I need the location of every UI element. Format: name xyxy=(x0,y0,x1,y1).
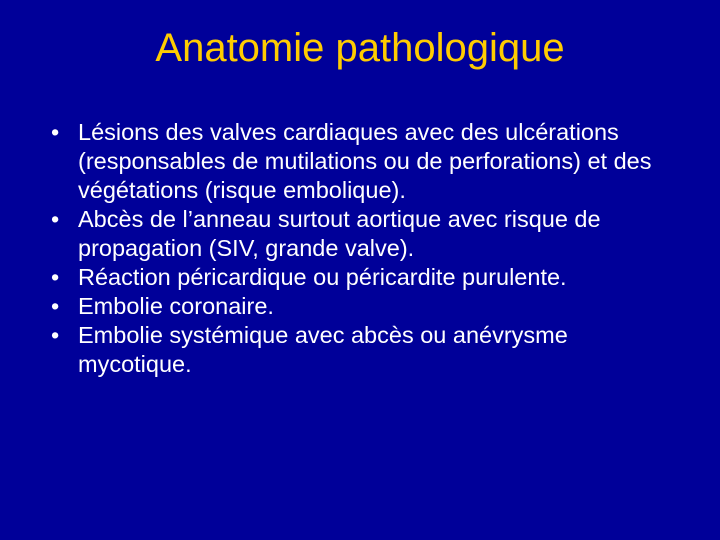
bullet-text: Réaction péricardique ou péricardite purulente. xyxy=(78,264,567,290)
bullet-icon: • xyxy=(51,293,60,319)
slide-title: Anatomie pathologique xyxy=(155,26,565,70)
bullet-list xyxy=(48,118,680,379)
bullet-icon: • xyxy=(51,206,60,232)
bullet-icon: • xyxy=(51,264,60,290)
bullet-item-abces xyxy=(48,205,680,263)
bullet-text: Embolie coronaire. xyxy=(78,293,274,319)
bullet-icon: • xyxy=(51,322,60,348)
bullet-item-embolie-systemique xyxy=(48,321,680,379)
bullet-text: Lésions des valves cardiaques avec des ulcérations (responsables de mutilations ou de perforations) et des végétations (risque embolique). xyxy=(78,119,652,203)
bullet-item-reaction xyxy=(48,263,680,292)
bullet-item-embolie-coronaire xyxy=(48,292,680,321)
bullet-icon: • xyxy=(51,119,60,145)
bullet-text: Abcès de l’anneau surtout aortique avec risque de propagation (SIV, grande valve). xyxy=(78,206,601,261)
bullet-text: Embolie systémique avec abcès ou anévrysme mycotique. xyxy=(78,322,568,377)
bullet-item-lesions xyxy=(48,118,680,205)
